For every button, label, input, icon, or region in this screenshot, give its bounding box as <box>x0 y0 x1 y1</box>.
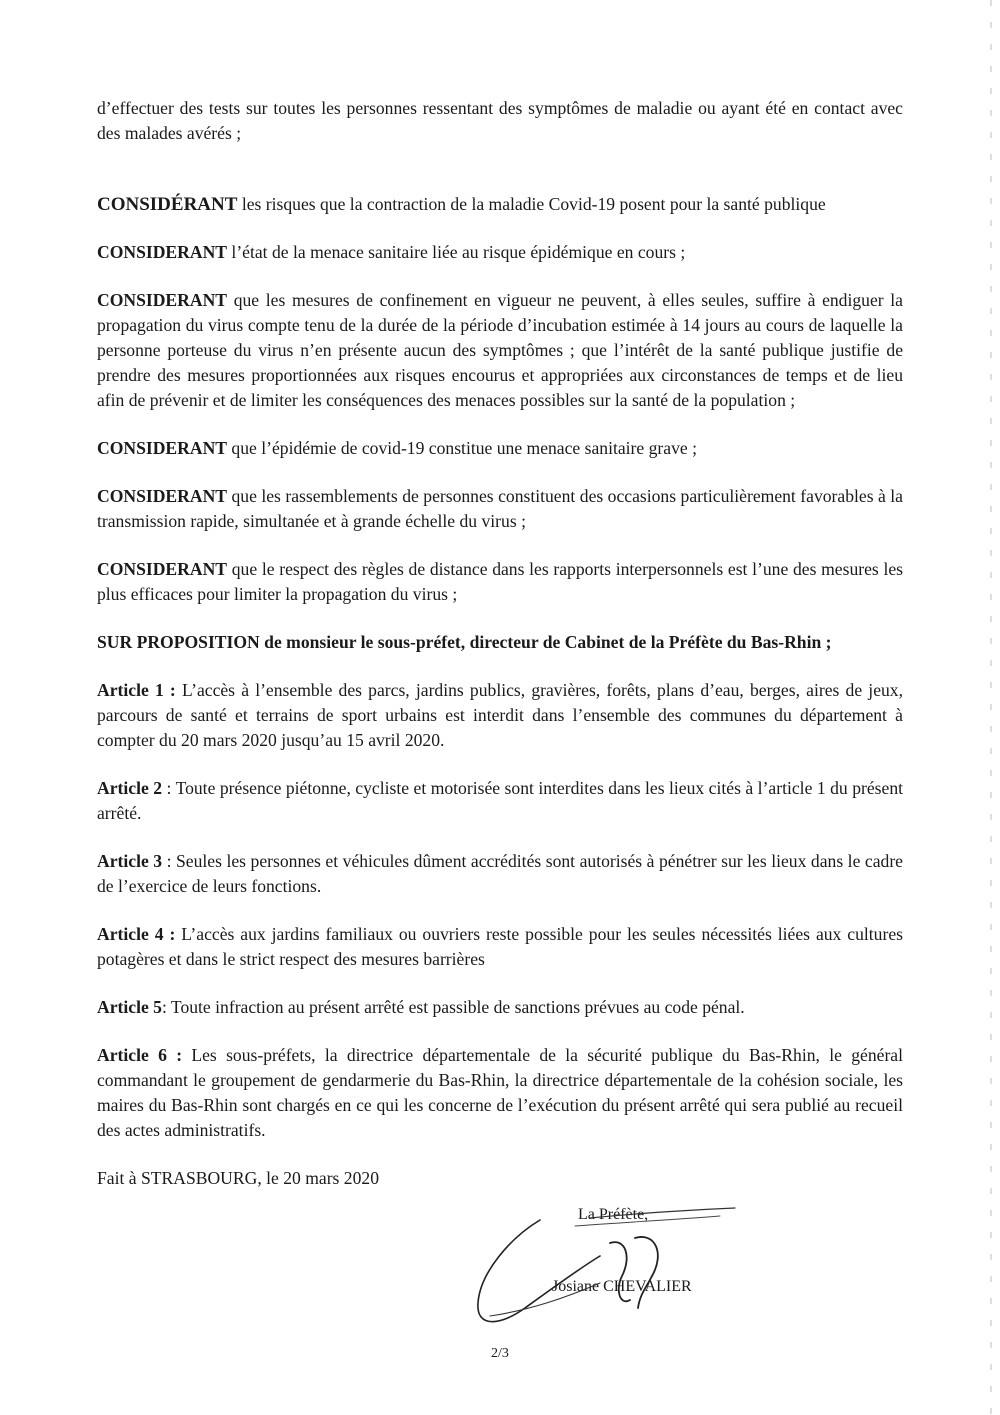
paragraph-tests: d’effectuer des tests sur toutes les personnes ressentant des symptômes de maladie ou ayant été en contact avec des malades avérés ; <box>97 98 903 143</box>
signatory-name: Josiane CHEVALIER <box>552 1278 692 1295</box>
considerant-epidemie: CONSIDERANT que l’épidémie de covid-19 constitue une menace sanitaire grave ; <box>97 438 697 458</box>
page-number: 2/3 <box>491 1346 509 1361</box>
article-6: Article 6 : Les sous-préfets, la directrice départementale de la sécurité publique du Bas-Rhin, le général commandant le groupement de gendarmerie du Bas-Rhin, la directrice départementale de la cohésion sociale, les maires du Bas-Rhin sont chargés en ce qui les concerne de l’exécution du présent arrêté qui sera publié au recueil des actes administratifs. <box>97 1045 903 1140</box>
considerant-distance: CONSIDERANT que le respect des règles de distance dans les rapports interpersonnels est l’une des mesures les plus efficaces pour limiter la propagation du virus ; <box>97 559 903 604</box>
article-2: Article 2 : Toute présence piétonne, cycliste et motorisée sont interdites dans les lieux cités à l’article 1 du présent arrêté. <box>97 778 903 823</box>
considerant-menace: CONSIDERANT l’état de la menace sanitaire liée au risque épidémique en cours ; <box>97 242 686 262</box>
sur-proposition: SUR PROPOSITION de monsieur le sous-préfet, directeur de Cabinet de la Préfète du Bas-Rhin ; <box>97 632 832 652</box>
document-body <box>97 96 903 1191</box>
article-5: Article 5: Toute infraction au présent arrêté est passible de sanctions prévues au code pénal. <box>97 997 745 1017</box>
signature-block <box>470 1198 750 1338</box>
scan-edge-artifact <box>990 0 992 1415</box>
article-4: Article 4 : L’accès aux jardins familiaux ou ouvriers reste possible pour les seules nécessités liées aux cultures potagères et dans le strict respect des mesures barrières <box>97 924 903 969</box>
place-date: Fait à STRASBOURG, le 20 mars 2020 <box>97 1168 379 1188</box>
handwritten-signature-icon <box>470 1198 750 1338</box>
signatory-title: La Préfète, <box>578 1206 649 1223</box>
considerant-confinement: CONSIDERANT que les mesures de confinement en vigueur ne peuvent, à elles seules, suffire à endiguer la propagation du virus compte tenu de la durée de la période d’incubation estimée à 14 jours au cours de laquelle la personne porteuse du virus n’en présente aucun des symptômes ; que l’intérêt de la santé publique justifie de prendre des mesures proportionnées aux risques encourus et appropriées aux circonstances de temps et de lieu afin de prévenir et de limiter les conséquences des menaces possibles sur la santé de la population ; <box>97 290 903 410</box>
considerant-rassemblements: CONSIDERANT que les rassemblements de personnes constituent des occasions particulièrement favorables à la transmission rapide, simultanée et à grande échelle du virus ; <box>97 486 903 531</box>
article-3: Article 3 : Seules les personnes et véhicules dûment accrédités sont autorisés à pénétrer sur les lieux dans le cadre de l’exercice de leurs fonctions. <box>97 851 903 896</box>
considerant-risques: CONSIDÉRANT les risques que la contraction de la maladie Covid-19 posent pour la santé publique <box>97 194 826 215</box>
article-1: Article 1 : L’accès à l’ensemble des parcs, jardins publics, gravières, forêts, plans d’eau, berges, aires de jeux, parcours de santé et terrains de sport urbains est interdit dans l’ensemble des communes du département à compter du 20 mars 2020 jusqu’au 15 avril 2020. <box>97 680 903 750</box>
